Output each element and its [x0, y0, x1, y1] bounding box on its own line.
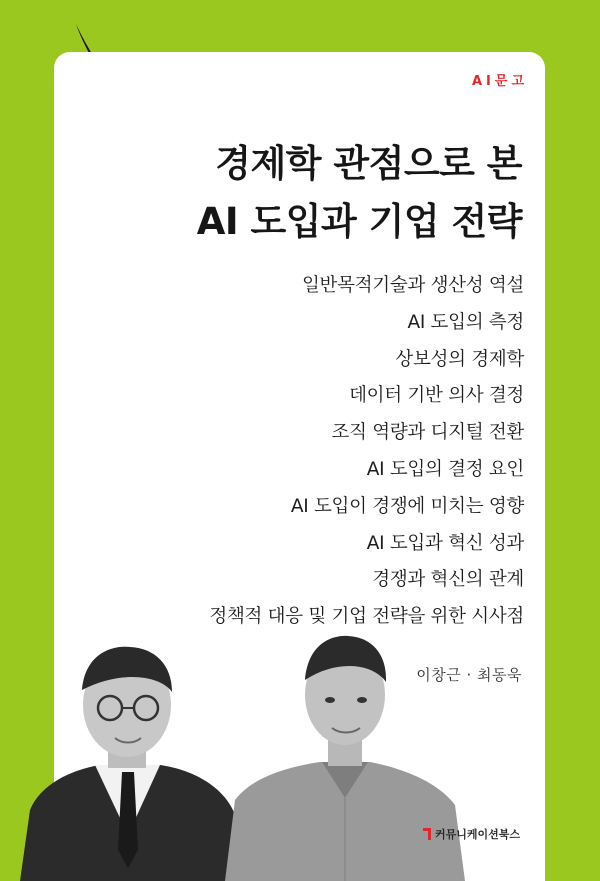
topic-item: AI 도입의 결정 요인	[366, 458, 524, 480]
title-line-1: 경제학 관점으로 본	[215, 142, 522, 185]
topic-item: AI 도입의 측정	[407, 311, 524, 333]
author-names: 이창근 · 최동욱	[416, 666, 522, 684]
topic-item: 상보성의 경제학	[395, 348, 524, 370]
series-label: AI문고	[471, 74, 528, 89]
topic-list	[209, 268, 524, 636]
publisher-logo	[423, 826, 520, 842]
topic-item: 데이터 기반 의사 결정	[349, 385, 524, 407]
publisher-logo-icon	[423, 828, 431, 840]
topic-item: 일반목적기술과 생산성 역설	[301, 275, 524, 296]
topic-item: 조직 역량과 디지털 전환	[331, 422, 524, 444]
title-line-2: AI 도입과 기업 전략	[196, 200, 522, 243]
author-photos	[0, 620, 480, 881]
author-photo-right	[225, 636, 465, 881]
topic-item: 경쟁과 혁신의 관계	[372, 569, 524, 591]
book-title	[197, 135, 522, 251]
topic-item: AI 도입과 혁신 성과	[366, 532, 524, 554]
publisher-name: 커뮤니케이션북스	[434, 828, 520, 841]
author-photo-left	[20, 647, 245, 881]
topic-item: 정책적 대응 및 기업 전략을 위한 시사점	[209, 606, 524, 628]
topic-item: AI 도입이 경쟁에 미치는 영향	[290, 495, 524, 517]
